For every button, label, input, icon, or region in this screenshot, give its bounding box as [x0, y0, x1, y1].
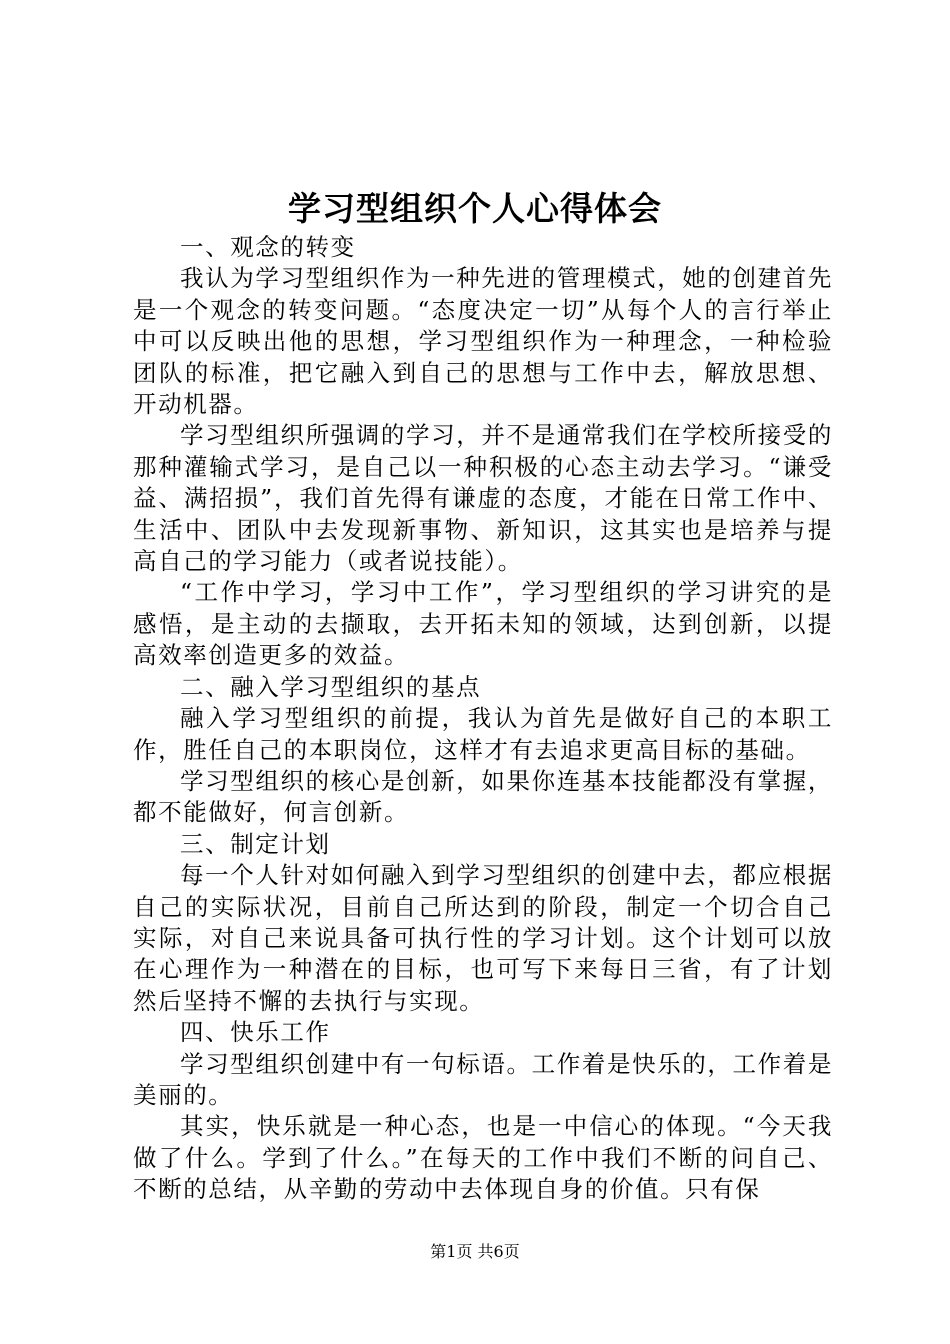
document-title: 学习型组织个人心得体会 — [288, 189, 662, 228]
section-heading-1: 一、观念的转变 — [180, 233, 356, 261]
section-heading-2: 二、融入学习型组织的基点 — [180, 672, 482, 701]
section-heading-3: 三、制定计划 — [180, 829, 331, 858]
paragraph: 其实，快乐就是一种心态，也是一中信心的体现。“今天我做了什么。学到了什么。”在每天的工作中我们不断的问自己、不断的总结，从辛勤的劳动中去体现自身的价值。只有保 — [133, 1112, 833, 1204]
paragraph: 学习型组织创建中有一句标语。工作着是快乐的，工作着是美丽的。 — [133, 1049, 833, 1109]
paragraph: 我认为学习型组织作为一种先进的管理模式，她的创建首先是一个观念的转变问题。“态度决定一切”从每个人的言行举止中可以反映出他的思想，学习型组织作为一种理念，一种检验团队的标准，把它融入到自己的思想与工作中去，解放思想、开动机器。 — [133, 264, 833, 419]
document-body — [133, 232, 833, 1206]
page-number-footer: 第1页 共6页 — [430, 1242, 520, 1261]
paragraph: 学习型组织所强调的学习，并不是通常我们在学校所接受的那种灌输式学习，是自己以一种积极的心态主动去学习。“谦受益、满招损”，我们首先得有谦虚的态度，才能在日常工作中、生活中、团队中去发现新事物、新知识，这其实也是培养与提高自己的学习能力（或者说技能）。 — [133, 421, 833, 576]
paragraph: 融入学习型组织的前提，我认为首先是做好自己的本职工作，胜任自己的本职岗位，这样才有去追求更高目标的基础。 — [133, 704, 833, 764]
paragraph: 每一个人针对如何融入到学习型组织的创建中去，都应根据自己的实际状况，目前自己所达到的阶段，制定一个切合自己实际，对自己来说具备可执行性的学习计划。这个计划可以放在心理作为一种潜在的目标，也可写下来每日三省，有了计划然后坚持不懈的去执行与实现。 — [133, 861, 833, 1015]
paragraph: “工作中学习，学习中工作”，学习型组织的学习讲究的是感悟，是主动的去撷取，去开拓未知的领域，达到创新，以提高效率创造更多的效益。 — [133, 578, 833, 670]
paragraph: 学习型组织的核心是创新，如果你连基本技能都没有掌握，都不能做好，何言创新。 — [133, 766, 833, 827]
section-heading-4: 四、快乐工作 — [180, 1018, 331, 1047]
